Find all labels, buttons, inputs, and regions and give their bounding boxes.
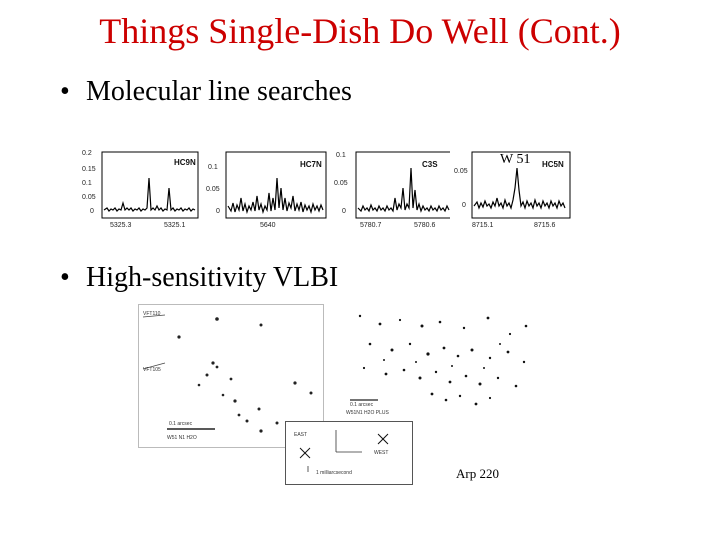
- vlbi-arp220-inset: [285, 421, 413, 485]
- spectrum-panel-c3s: [334, 148, 456, 232]
- y-tick: 0.05: [206, 186, 220, 193]
- scale-bar-label: 0.1 arcsec: [350, 402, 374, 408]
- y-tick: 0.2: [82, 150, 92, 157]
- y-tick: 0.1: [208, 164, 218, 171]
- molecule-label: C3S: [422, 160, 438, 169]
- y-tick: 0.1: [336, 152, 346, 159]
- bullet-molecular-line-searches: [60, 76, 352, 108]
- y-tick: 0.05: [454, 168, 468, 175]
- map-label: VFT110: [143, 311, 161, 317]
- bullet-marker: •: [60, 76, 70, 107]
- slide-title: Things Single-Dish Do Well (Cont.): [99, 11, 621, 51]
- x-tick: 5640: [260, 222, 276, 229]
- y-tick: 0.1: [82, 180, 92, 187]
- x-tick: 8715.6: [534, 222, 556, 229]
- x-tick: 5325.1: [164, 222, 186, 229]
- x-tick: 8715.1: [472, 222, 494, 229]
- scale-bar-label: 1 milliarcsecond: [316, 470, 352, 476]
- y-tick: 0: [216, 208, 220, 215]
- y-tick: 0.05: [334, 180, 348, 187]
- molecule-label: HC7N: [300, 160, 322, 169]
- inset-label: EAST: [294, 432, 308, 438]
- source-label-w51: W 51: [500, 152, 531, 167]
- y-tick: 0: [462, 202, 466, 209]
- bullet-marker: •: [60, 262, 70, 293]
- inset-label: WEST: [374, 450, 389, 456]
- map-label: VFT105: [143, 367, 161, 373]
- bullet-text: High-sensitivity VLBI: [86, 262, 339, 293]
- y-tick: 0: [342, 208, 346, 215]
- spectrum-panel-hc7n: [204, 148, 328, 232]
- molecule-label: HC5N: [542, 160, 564, 169]
- x-tick: 5780.7: [360, 222, 382, 229]
- vlbi-maser-map-right: [340, 304, 540, 424]
- scale-bar-label: 0.1 arcsec: [169, 421, 193, 427]
- map-caption: W51 N1 H2O: [167, 435, 197, 441]
- y-tick: 0: [90, 208, 94, 215]
- y-tick: 0.15: [82, 166, 96, 173]
- x-tick: 5325.3: [110, 222, 132, 229]
- molecule-label: HC9N: [174, 158, 196, 167]
- bullet-text: Molecular line searches: [86, 76, 352, 107]
- bullet-high-sensitivity-vlbi: [60, 262, 338, 294]
- y-tick: 0.05: [82, 194, 96, 201]
- spectrum-panel-hc9n: [80, 148, 200, 232]
- x-tick: 5780.6: [414, 222, 436, 229]
- arp220-caption: Arp 220: [456, 466, 499, 481]
- map-caption: W51N1 H2O PLUS: [346, 410, 389, 416]
